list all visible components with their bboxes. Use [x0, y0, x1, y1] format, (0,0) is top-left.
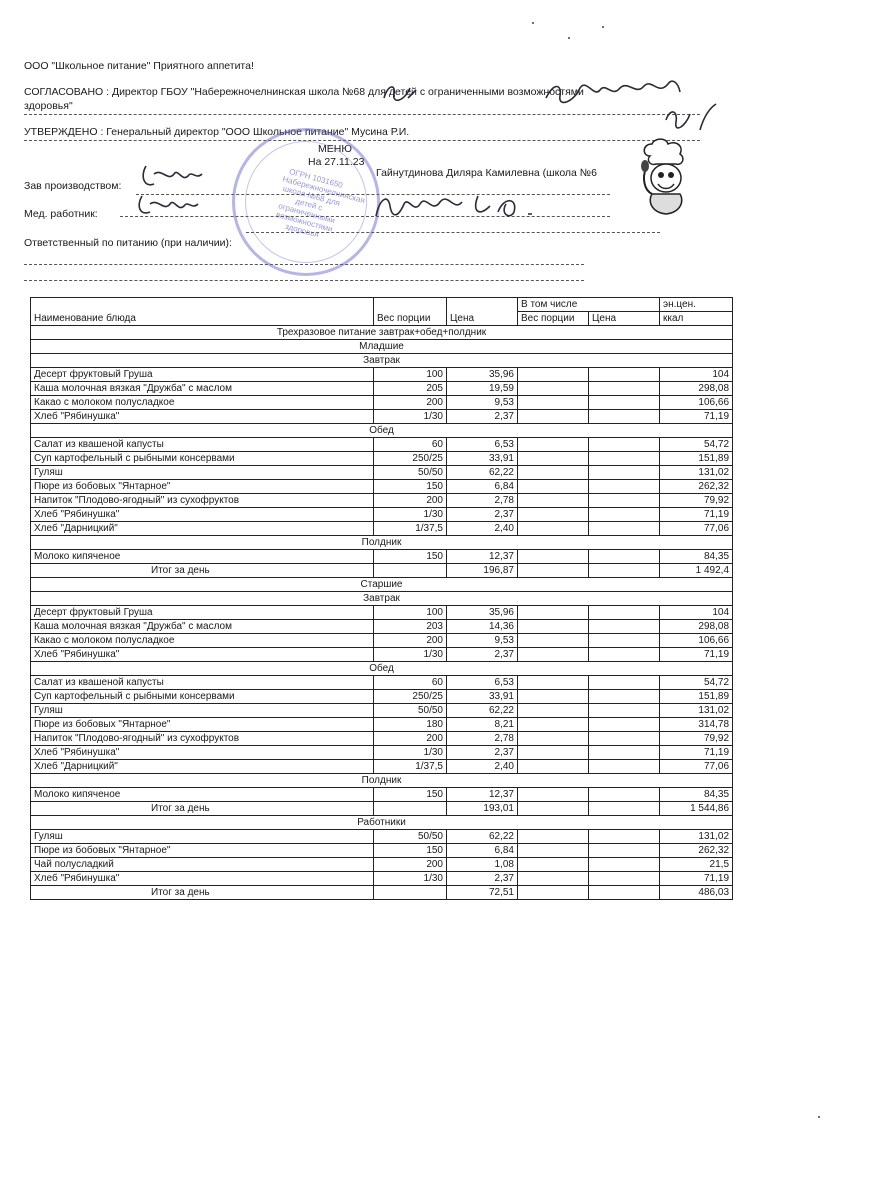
- dish-row: [31, 438, 733, 452]
- dish-name: Пюре из бобовых "Янтарное": [31, 480, 374, 494]
- inc-weight-cell: [518, 410, 589, 424]
- inc-price-cell: [589, 522, 660, 536]
- dish-weight: 150: [374, 788, 447, 802]
- dish-kcal: 151,89: [660, 690, 733, 704]
- inc-price-cell: [589, 396, 660, 410]
- group-title: Младшие: [31, 340, 733, 354]
- col-name-header: Наименование блюда: [31, 298, 374, 326]
- dish-row: [31, 396, 733, 410]
- dish-name: Гуляш: [31, 466, 374, 480]
- dish-row: [31, 620, 733, 634]
- dish-row: [31, 634, 733, 648]
- col-weight-header: Вес порции: [374, 298, 447, 326]
- dish-weight: 203: [374, 620, 447, 634]
- inc-weight-cell: [518, 382, 589, 396]
- dish-name: Десерт фруктовый Груша: [31, 368, 374, 382]
- inc-weight-cell: [518, 718, 589, 732]
- dish-weight: 200: [374, 732, 447, 746]
- dish-kcal: 79,92: [660, 494, 733, 508]
- dish-name: Хлеб "Рябинушка": [31, 410, 374, 424]
- dish-row: [31, 452, 733, 466]
- scan-speck: [568, 37, 570, 39]
- dish-weight: 1/30: [374, 872, 447, 886]
- inc-weight-cell: [518, 438, 589, 452]
- inc-price-cell: [589, 634, 660, 648]
- dish-row: [31, 368, 733, 382]
- total-label: Итог за день: [31, 886, 374, 900]
- dish-weight: 200: [374, 634, 447, 648]
- dish-price: 1,08: [447, 858, 518, 872]
- total-label: Итог за день: [31, 802, 374, 816]
- inc-weight-cell: [518, 550, 589, 564]
- total-price: 193,01: [447, 802, 518, 816]
- dish-name: Пюре из бобовых "Янтарное": [31, 844, 374, 858]
- dish-row: [31, 830, 733, 844]
- dish-weight: 1/37,5: [374, 760, 447, 774]
- inc-price-cell: [589, 466, 660, 480]
- dish-price: 2,37: [447, 746, 518, 760]
- dish-weight: 1/30: [374, 508, 447, 522]
- medic-label: Мед. работник:: [24, 208, 98, 220]
- divider: [24, 114, 700, 115]
- meal-title: Полдник: [31, 774, 733, 788]
- dish-price: 35,96: [447, 606, 518, 620]
- dish-name: Чай полусладкий: [31, 858, 374, 872]
- group-title: Старшие: [31, 578, 733, 592]
- dish-kcal: 298,08: [660, 620, 733, 634]
- dish-kcal: 54,72: [660, 676, 733, 690]
- dish-row: [31, 858, 733, 872]
- dish-kcal: 84,35: [660, 788, 733, 802]
- total-kcal: 1 544,86: [660, 802, 733, 816]
- dish-kcal: 71,19: [660, 508, 733, 522]
- dish-name: Напиток "Плодово-ягодный" из сухофруктов: [31, 732, 374, 746]
- dish-weight: 60: [374, 438, 447, 452]
- dish-price: 2,37: [447, 508, 518, 522]
- menu-table: [30, 297, 733, 900]
- dish-price: 62,22: [447, 704, 518, 718]
- dish-row: [31, 480, 733, 494]
- dish-row: [31, 690, 733, 704]
- inc-weight-cell: [518, 704, 589, 718]
- inc-weight-cell: [518, 690, 589, 704]
- dish-row: [31, 606, 733, 620]
- inc-price-cell: [589, 438, 660, 452]
- inc-price-cell: [589, 858, 660, 872]
- dish-name: Хлеб "Рябинушка": [31, 872, 374, 886]
- col-inc-weight-header: Вес порции: [518, 312, 589, 326]
- dish-kcal: 131,02: [660, 830, 733, 844]
- divider: [24, 140, 700, 141]
- signature-agreed-short: [380, 80, 420, 106]
- signature-production: [138, 160, 208, 194]
- total-price: 72,51: [447, 886, 518, 900]
- dish-kcal: 77,06: [660, 522, 733, 536]
- inc-price-cell: [589, 844, 660, 858]
- dish-name: Напиток "Плодово-ягодный" из сухофруктов: [31, 494, 374, 508]
- dish-price: 2,37: [447, 648, 518, 662]
- dish-kcal: 84,35: [660, 550, 733, 564]
- inc-price-cell: [589, 550, 660, 564]
- inc-price-cell: [589, 704, 660, 718]
- dish-weight: 1/37,5: [374, 522, 447, 536]
- dish-name: Хлеб "Рябинушка": [31, 648, 374, 662]
- dish-name: Салат из квашеной капусты: [31, 676, 374, 690]
- dish-kcal: 54,72: [660, 438, 733, 452]
- meal-title: Полдник: [31, 536, 733, 550]
- approved-line: УТВЕРЖДЕНО : Генеральный директор "ООО Школьное питание" Мусина Р.И.: [24, 126, 410, 138]
- dish-row: [31, 844, 733, 858]
- dish-kcal: 106,66: [660, 634, 733, 648]
- plan-title: Трехразовое питание завтрак+обед+полдник: [31, 326, 733, 340]
- signature-approved: [660, 100, 720, 136]
- official-stamp: [232, 128, 380, 276]
- dish-price: 6,84: [447, 480, 518, 494]
- col-energy-header: эн.цен.: [660, 298, 733, 312]
- dish-name: Какао с молоком полусладкое: [31, 396, 374, 410]
- dish-name: Хлеб "Дарницкий": [31, 522, 374, 536]
- company-line: ООО "Школьное питание" Приятного аппетита!: [24, 60, 254, 72]
- dish-price: 19,59: [447, 382, 518, 396]
- dish-name: Хлеб "Дарницкий": [31, 760, 374, 774]
- dish-weight: 1/30: [374, 648, 447, 662]
- dish-kcal: 262,32: [660, 844, 733, 858]
- dish-kcal: 71,19: [660, 410, 733, 424]
- inc-price-cell: [589, 718, 660, 732]
- inc-weight-cell: [518, 522, 589, 536]
- meal-title: Обед: [31, 424, 733, 438]
- inc-weight-cell: [518, 676, 589, 690]
- dish-weight: 50/50: [374, 466, 447, 480]
- dish-row: [31, 648, 733, 662]
- col-inc-price-header: Цена: [589, 312, 660, 326]
- dish-price: 2,37: [447, 410, 518, 424]
- total-row: [31, 564, 733, 578]
- inc-price-cell: [589, 746, 660, 760]
- total-label: Итог за день: [31, 564, 374, 578]
- dish-price: 9,53: [447, 634, 518, 648]
- dish-name: Гуляш: [31, 830, 374, 844]
- dish-weight: 250/25: [374, 690, 447, 704]
- inc-weight-cell: [518, 858, 589, 872]
- dish-price: 62,22: [447, 830, 518, 844]
- dish-name: Хлеб "Рябинушка": [31, 508, 374, 522]
- inc-price-cell: [589, 382, 660, 396]
- dish-name: Салат из квашеной капусты: [31, 438, 374, 452]
- total-inc-weight-cell: [518, 564, 589, 578]
- inc-weight-cell: [518, 480, 589, 494]
- inc-weight-cell: [518, 452, 589, 466]
- inc-price-cell: [589, 690, 660, 704]
- inc-weight-cell: [518, 494, 589, 508]
- chef-icon: [638, 138, 694, 216]
- total-kcal: 1 492,4: [660, 564, 733, 578]
- dish-price: 14,36: [447, 620, 518, 634]
- dish-weight: 50/50: [374, 830, 447, 844]
- stamp-text: ОГРН 1031650 Набережночелнинская школа №68 для детей с ограниченными возможностями здоровья: [275, 166, 366, 240]
- dish-kcal: 71,19: [660, 746, 733, 760]
- group-title: Работники: [31, 816, 733, 830]
- dish-kcal: 131,02: [660, 704, 733, 718]
- inc-weight-cell: [518, 620, 589, 634]
- dish-kcal: 314,78: [660, 718, 733, 732]
- inc-weight-cell: [518, 634, 589, 648]
- inc-price-cell: [589, 760, 660, 774]
- dish-price: 12,37: [447, 550, 518, 564]
- dish-kcal: 104: [660, 606, 733, 620]
- dish-price: 2,78: [447, 732, 518, 746]
- dish-row: [31, 872, 733, 886]
- dish-weight: 100: [374, 606, 447, 620]
- dish-name: Пюре из бобовых "Янтарное": [31, 718, 374, 732]
- dish-name: Десерт фруктовый Груша: [31, 606, 374, 620]
- inc-weight-cell: [518, 760, 589, 774]
- dish-weight: 150: [374, 844, 447, 858]
- inc-weight-cell: [518, 844, 589, 858]
- dish-row: [31, 704, 733, 718]
- dish-price: 8,21: [447, 718, 518, 732]
- inc-weight-cell: [518, 788, 589, 802]
- inc-price-cell: [589, 606, 660, 620]
- dish-price: 6,84: [447, 844, 518, 858]
- dish-weight: 150: [374, 480, 447, 494]
- total-inc-weight-cell: [518, 802, 589, 816]
- inc-price-cell: [589, 732, 660, 746]
- dish-weight: 1/30: [374, 746, 447, 760]
- meal-title: Обед: [31, 662, 733, 676]
- col-energy-unit: ккал: [660, 312, 733, 326]
- dish-price: 33,91: [447, 690, 518, 704]
- dish-kcal: 104: [660, 368, 733, 382]
- total-price: 196,87: [447, 564, 518, 578]
- dish-price: 2,40: [447, 522, 518, 536]
- dish-price: 9,53: [447, 396, 518, 410]
- dish-price: 2,78: [447, 494, 518, 508]
- inc-price-cell: [589, 480, 660, 494]
- dish-kcal: 106,66: [660, 396, 733, 410]
- dish-name: Каша молочная вязкая "Дружба" с маслом: [31, 620, 374, 634]
- inc-weight-cell: [518, 606, 589, 620]
- dish-name: Хлеб "Рябинушка": [31, 746, 374, 760]
- menu-date: На 27.11.23: [308, 156, 365, 168]
- dish-row: [31, 466, 733, 480]
- dish-weight: 200: [374, 396, 447, 410]
- total-row: [31, 802, 733, 816]
- dish-weight: 60: [374, 676, 447, 690]
- total-weight-cell: [374, 886, 447, 900]
- inc-price-cell: [589, 676, 660, 690]
- inc-price-cell: [589, 410, 660, 424]
- dish-price: 35,96: [447, 368, 518, 382]
- dish-kcal: 77,06: [660, 760, 733, 774]
- dish-price: 6,53: [447, 676, 518, 690]
- inc-price-cell: [589, 830, 660, 844]
- dish-kcal: 21,5: [660, 858, 733, 872]
- dish-kcal: 262,32: [660, 480, 733, 494]
- total-inc-price-cell: [589, 802, 660, 816]
- dish-name: Какао с молоком полусладкое: [31, 634, 374, 648]
- dish-weight: 100: [374, 368, 447, 382]
- dish-weight: 50/50: [374, 704, 447, 718]
- inc-weight-cell: [518, 732, 589, 746]
- inc-price-cell: [589, 494, 660, 508]
- dish-name: Молоко кипяченое: [31, 788, 374, 802]
- total-inc-weight-cell: [518, 886, 589, 900]
- inc-price-cell: [589, 648, 660, 662]
- inc-price-cell: [589, 788, 660, 802]
- dish-row: [31, 732, 733, 746]
- dish-weight: 250/25: [374, 452, 447, 466]
- menu-title: МЕНЮ: [318, 143, 352, 155]
- inc-weight-cell: [518, 648, 589, 662]
- dish-row: [31, 760, 733, 774]
- total-row: [31, 886, 733, 900]
- production-label: Зав производством:: [24, 180, 122, 192]
- dish-row: [31, 508, 733, 522]
- meal-title: Завтрак: [31, 592, 733, 606]
- dish-row: [31, 494, 733, 508]
- dish-name: Гуляш: [31, 704, 374, 718]
- total-inc-price-cell: [589, 564, 660, 578]
- total-weight-cell: [374, 564, 447, 578]
- inc-price-cell: [589, 508, 660, 522]
- agreed-line: СОГЛАСОВАНО : Директор ГБОУ "Набережночелнинская школа №68 для детей с ограниченными возможностями: [24, 86, 584, 98]
- dish-name: Суп картофельный с рыбными консервами: [31, 690, 374, 704]
- dish-kcal: 151,89: [660, 452, 733, 466]
- dish-kcal: 71,19: [660, 872, 733, 886]
- dish-kcal: 131,02: [660, 466, 733, 480]
- scan-speck: [818, 1116, 820, 1118]
- dish-weight: 180: [374, 718, 447, 732]
- dish-price: 2,40: [447, 760, 518, 774]
- responsible-label: Ответственный по питанию (при наличии):: [24, 237, 232, 249]
- inc-weight-cell: [518, 368, 589, 382]
- dish-price: 6,53: [447, 438, 518, 452]
- col-including-header: В том числе: [518, 298, 660, 312]
- divider: [24, 280, 584, 281]
- dish-weight: 150: [374, 550, 447, 564]
- scan-speck: [602, 26, 604, 28]
- inc-weight-cell: [518, 746, 589, 760]
- dish-price: 33,91: [447, 452, 518, 466]
- total-weight-cell: [374, 802, 447, 816]
- dish-name: Каша молочная вязкая "Дружба" с маслом: [31, 382, 374, 396]
- inc-weight-cell: [518, 508, 589, 522]
- dish-row: [31, 382, 733, 396]
- signature-medic: [134, 192, 204, 222]
- inc-price-cell: [589, 368, 660, 382]
- dish-row: [31, 550, 733, 564]
- dish-name: Молоко кипяченое: [31, 550, 374, 564]
- inc-weight-cell: [518, 830, 589, 844]
- dish-row: [31, 718, 733, 732]
- total-inc-price-cell: [589, 886, 660, 900]
- dish-row: [31, 676, 733, 690]
- dish-price: 62,22: [447, 466, 518, 480]
- dish-weight: 205: [374, 382, 447, 396]
- dish-row: [31, 746, 733, 760]
- dish-weight: 1/30: [374, 410, 447, 424]
- agreed-line-2: здоровья": [24, 100, 73, 112]
- dish-weight: 200: [374, 858, 447, 872]
- dish-row: [31, 788, 733, 802]
- inc-price-cell: [589, 620, 660, 634]
- production-name: Гайнутдинова Диляра Камилевна (школа №6: [376, 167, 597, 179]
- dish-name: Суп картофельный с рыбными консервами: [31, 452, 374, 466]
- col-price-header: Цена: [447, 298, 518, 326]
- inc-weight-cell: [518, 466, 589, 480]
- dish-weight: 200: [374, 494, 447, 508]
- dish-price: 2,37: [447, 872, 518, 886]
- dish-kcal: 79,92: [660, 732, 733, 746]
- dish-row: [31, 522, 733, 536]
- inc-price-cell: [589, 452, 660, 466]
- scan-speck: [532, 22, 534, 24]
- dish-kcal: 298,08: [660, 382, 733, 396]
- meal-title: Завтрак: [31, 354, 733, 368]
- signature-medic-name: [368, 186, 558, 226]
- inc-weight-cell: [518, 396, 589, 410]
- dish-row: [31, 410, 733, 424]
- dish-price: 12,37: [447, 788, 518, 802]
- total-kcal: 486,03: [660, 886, 733, 900]
- inc-weight-cell: [518, 872, 589, 886]
- dish-kcal: 71,19: [660, 648, 733, 662]
- inc-price-cell: [589, 872, 660, 886]
